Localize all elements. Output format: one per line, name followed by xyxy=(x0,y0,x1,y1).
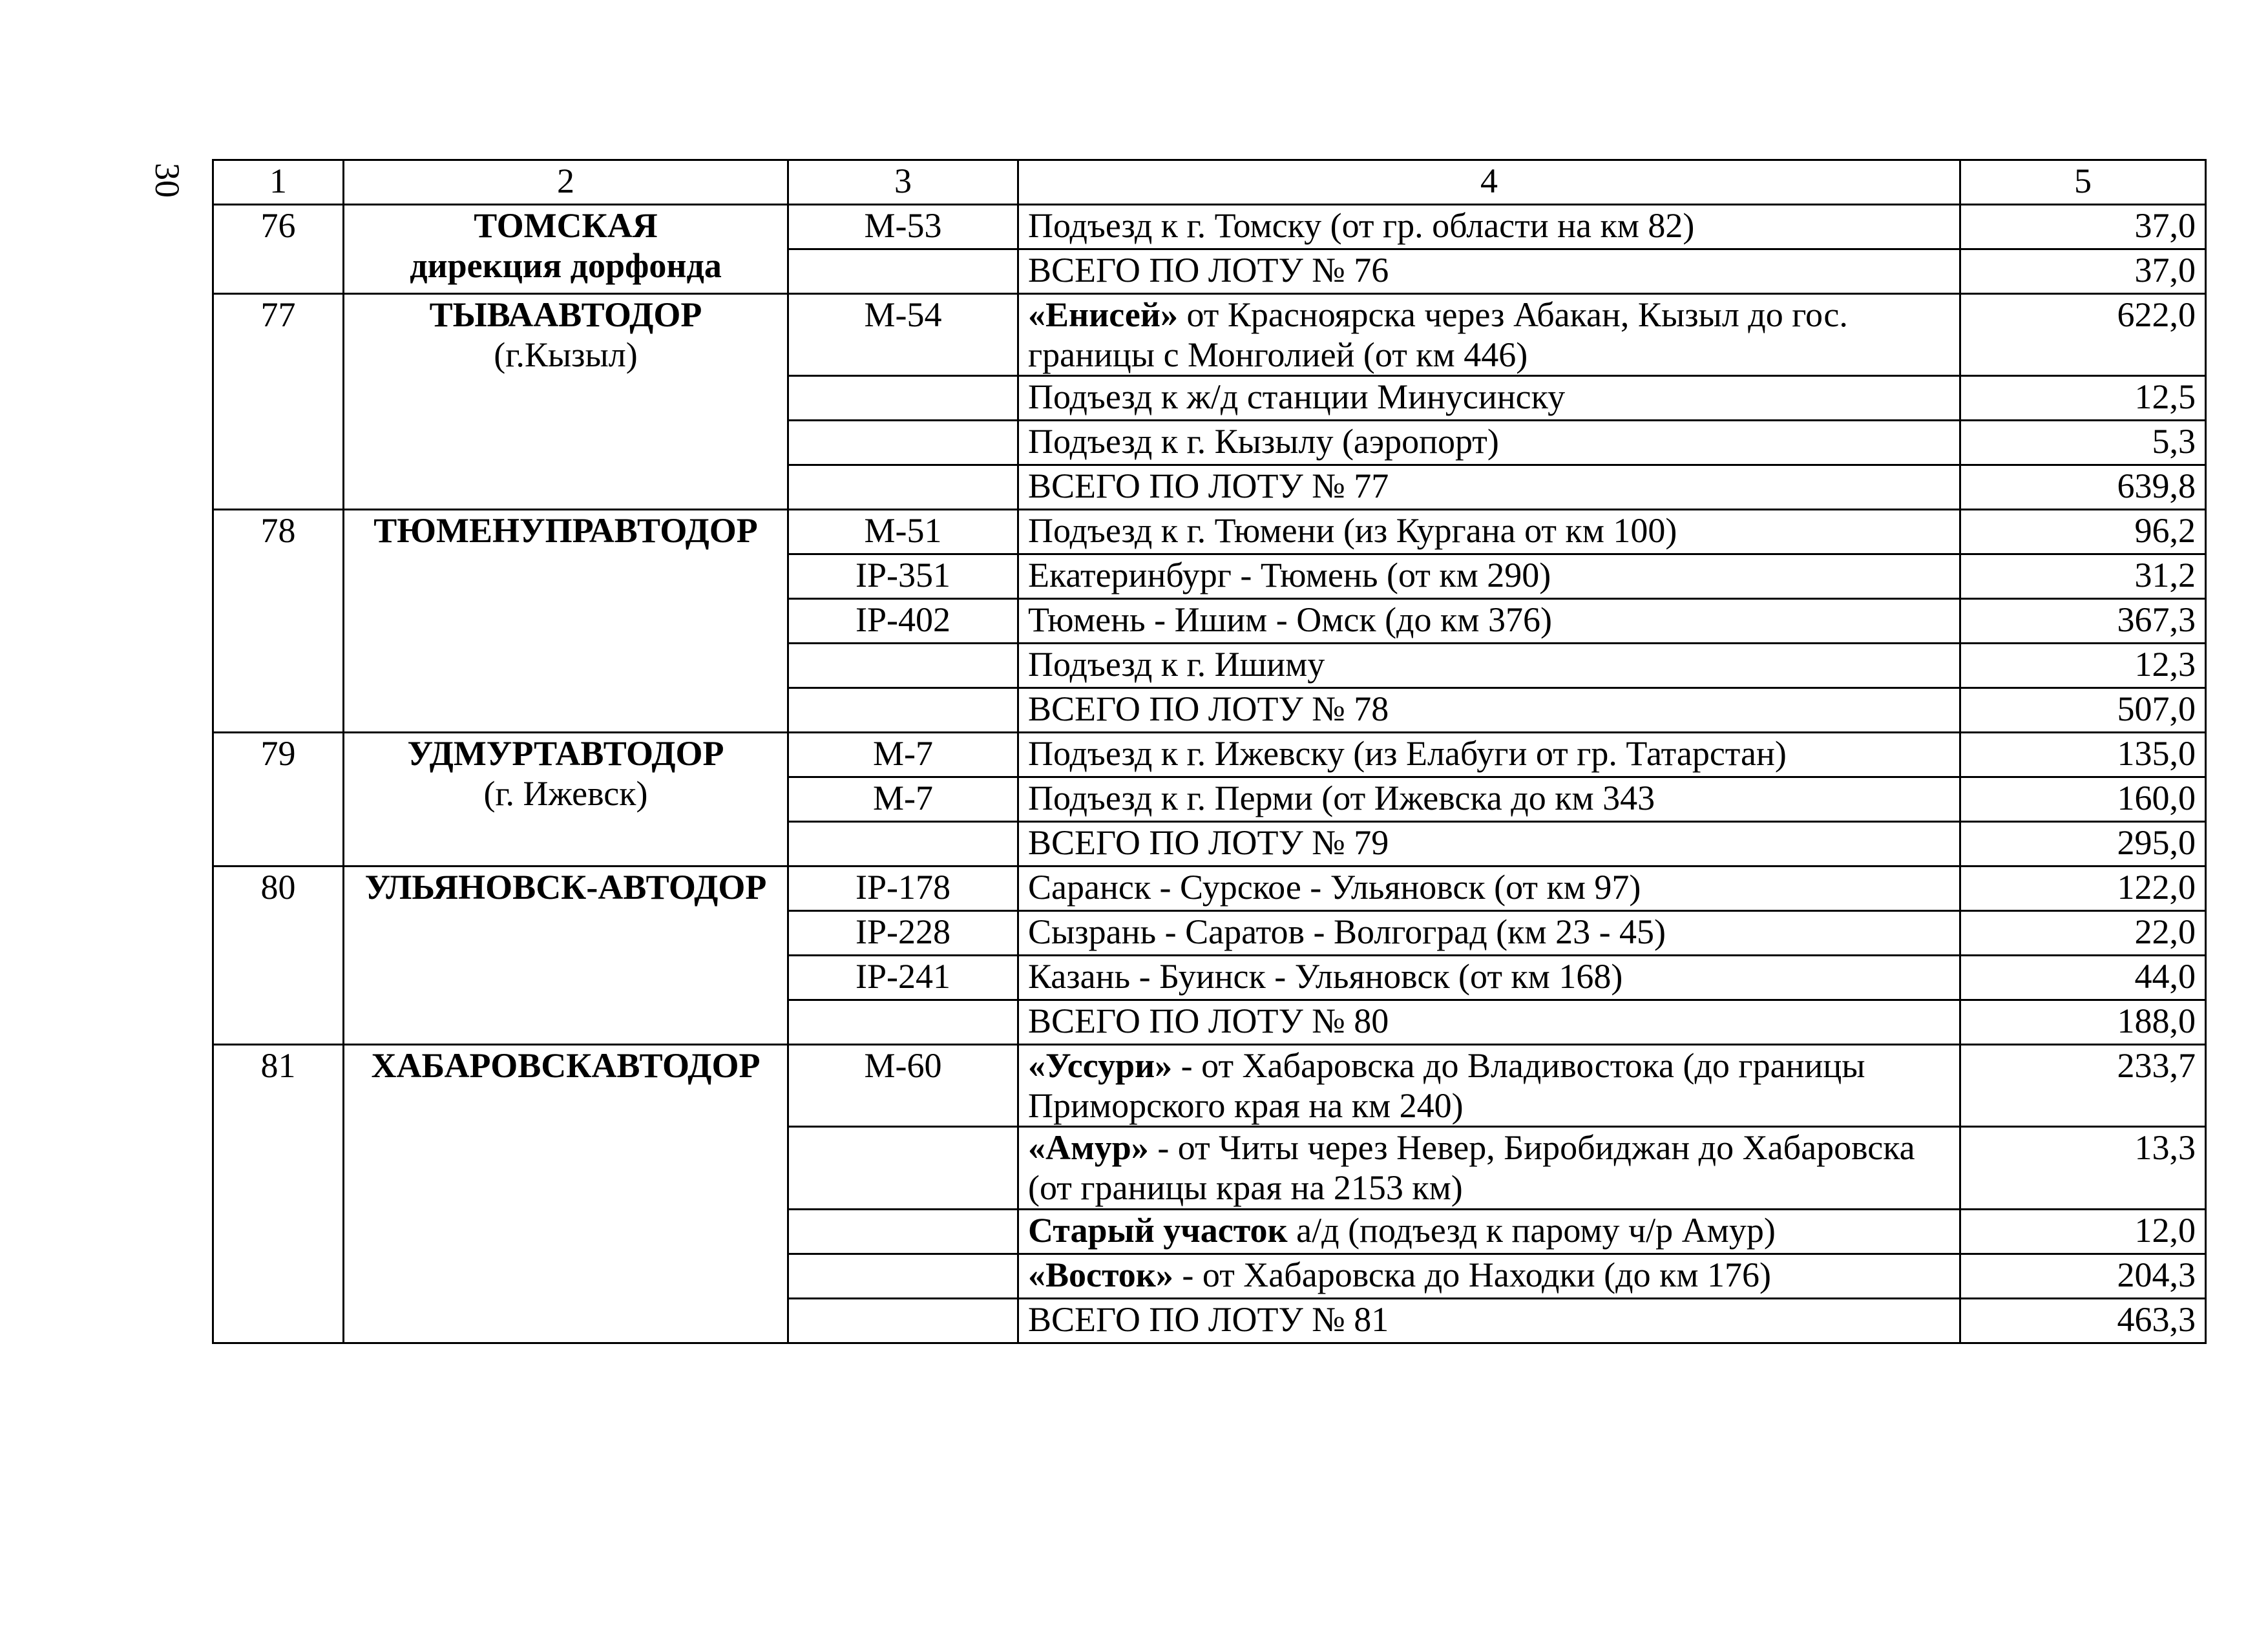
organization-name: ТОМСКАЯ xyxy=(474,206,658,245)
empty-code-cell xyxy=(788,465,1018,510)
road-length-value: 204,3 xyxy=(1960,1254,2206,1298)
road-code: М-54 xyxy=(788,294,1018,376)
organization-name: УДМУРТАВТОДОР xyxy=(407,734,724,773)
road-name-bold: «Восток» xyxy=(1028,1255,1173,1294)
road-length-value: 13,3 xyxy=(1960,1127,2206,1209)
road-code: М-53 xyxy=(788,205,1018,249)
road-name: Екатеринбург - Тюмень (от км 290) xyxy=(1028,556,1551,595)
lot-total-value: 37,0 xyxy=(1960,249,2206,294)
road-length-value: 12,5 xyxy=(1960,376,2206,421)
page-number: 30 xyxy=(148,163,187,198)
header-col-3: 3 xyxy=(788,160,1018,205)
road-name-bold: Старый участок xyxy=(1028,1210,1288,1250)
road-name: Саранск - Сурское - Ульяновск (от км 97) xyxy=(1028,868,1641,907)
road-description xyxy=(1018,599,1960,644)
lot-total-value: 507,0 xyxy=(1960,688,2206,733)
road-description xyxy=(1018,421,1960,465)
road-code xyxy=(788,421,1018,465)
organization-cell xyxy=(344,294,788,510)
road-name: Подъезд к г. Томску (от гр. области на км 82) xyxy=(1028,206,1695,245)
organization-name: ХАБАРОВСКАВТОДОР xyxy=(371,1046,761,1086)
road-length-value: 135,0 xyxy=(1960,733,2206,777)
road-length-value: 44,0 xyxy=(1960,956,2206,1000)
road-name: - от Хабаровска до Владивостока (до границы Приморского края на км 240) xyxy=(1028,1046,1865,1126)
road-name: Подъезд к г. Тюмени (из Кургана от км 100) xyxy=(1028,511,1677,551)
lot-number: 80 xyxy=(213,867,344,1045)
lot-number: 81 xyxy=(213,1045,344,1343)
road-code xyxy=(788,1127,1018,1209)
road-code xyxy=(788,1254,1018,1298)
road-description xyxy=(1018,644,1960,688)
organization-cell xyxy=(344,733,788,867)
header-row xyxy=(213,160,2206,205)
organization-location: (г.Кызыл) xyxy=(494,335,638,375)
empty-code-cell xyxy=(788,1000,1018,1045)
lot-number: 76 xyxy=(213,205,344,294)
lot-total-value: 188,0 xyxy=(1960,1000,2206,1045)
organization-location: дирекция дорфонда xyxy=(410,246,722,286)
lot-total-label: ВСЕГО ПО ЛОТУ № 79 xyxy=(1018,822,1960,867)
road-name: Сызрань - Саратов - Волгоград (км 23 - 45) xyxy=(1028,912,1666,952)
road-code: М-51 xyxy=(788,510,1018,554)
road-description xyxy=(1018,1127,1960,1209)
header-col-4: 4 xyxy=(1018,160,1960,205)
organization-location: (г. Ижевск) xyxy=(483,774,648,814)
table-row xyxy=(213,867,2206,911)
road-description xyxy=(1018,911,1960,956)
organization-cell xyxy=(344,1045,788,1343)
lot-total-label: ВСЕГО ПО ЛОТУ № 77 xyxy=(1018,465,1960,510)
road-length-value: 22,0 xyxy=(1960,911,2206,956)
empty-code-cell xyxy=(788,249,1018,294)
road-length-value: 160,0 xyxy=(1960,777,2206,822)
lot-total-label: ВСЕГО ПО ЛОТУ № 80 xyxy=(1018,1000,1960,1045)
table-row xyxy=(213,1045,2206,1127)
road-description xyxy=(1018,205,1960,249)
road-name: а/д (подъезд к парому ч/р Амур) xyxy=(1287,1210,1776,1250)
road-code: IP-402 xyxy=(788,599,1018,644)
road-description xyxy=(1018,777,1960,822)
lot-total-label: ВСЕГО ПО ЛОТУ № 81 xyxy=(1018,1298,1960,1343)
organization-name: ТЫВААВТОДОР xyxy=(429,295,702,334)
lot-total-value: 295,0 xyxy=(1960,822,2206,867)
road-code xyxy=(788,644,1018,688)
road-code xyxy=(788,376,1018,421)
road-length-value: 367,3 xyxy=(1960,599,2206,644)
table-row xyxy=(213,294,2206,376)
road-length-value: 622,0 xyxy=(1960,294,2206,376)
road-name-bold: «Амур» xyxy=(1028,1128,1149,1168)
lot-total-label: ВСЕГО ПО ЛОТУ № 76 xyxy=(1018,249,1960,294)
table-row xyxy=(213,733,2206,777)
road-description xyxy=(1018,1045,1960,1127)
road-code: IP-178 xyxy=(788,867,1018,911)
road-code: IP-351 xyxy=(788,554,1018,599)
road-name: Тюмень - Ишим - Омск (до км 376) xyxy=(1028,600,1552,640)
table-row xyxy=(213,205,2206,249)
organization-cell xyxy=(344,205,788,294)
road-length-value: 12,3 xyxy=(1960,644,2206,688)
road-name: от Красноярска через Абакан, Кызыл до гос. границы с Монголией (от км 446) xyxy=(1028,295,1848,375)
lot-number: 78 xyxy=(213,510,344,733)
road-description xyxy=(1018,956,1960,1000)
header-col-1: 1 xyxy=(213,160,344,205)
road-length-value: 5,3 xyxy=(1960,421,2206,465)
road-description xyxy=(1018,867,1960,911)
road-name-bold: «Уссури» xyxy=(1028,1046,1173,1086)
road-description xyxy=(1018,510,1960,554)
road-description xyxy=(1018,1254,1960,1298)
empty-code-cell xyxy=(788,1298,1018,1343)
road-name-bold: «Енисей» xyxy=(1028,295,1178,334)
road-code: М-7 xyxy=(788,733,1018,777)
road-name: Казань - Буинск - Ульяновск (от км 168) xyxy=(1028,957,1623,996)
lot-total-label: ВСЕГО ПО ЛОТУ № 78 xyxy=(1018,688,1960,733)
road-lots-table xyxy=(212,159,2207,1344)
road-code: IP-241 xyxy=(788,956,1018,1000)
empty-code-cell xyxy=(788,688,1018,733)
road-description xyxy=(1018,1209,1960,1254)
road-code xyxy=(788,1209,1018,1254)
organization-name: УЛЬЯНОВСК-АВТОДОР xyxy=(364,868,767,907)
road-length-value: 31,2 xyxy=(1960,554,2206,599)
road-description xyxy=(1018,733,1960,777)
road-name: Подъезд к г. Ижевску (из Елабуги от гр. Татарстан) xyxy=(1028,734,1787,773)
lot-number: 79 xyxy=(213,733,344,867)
road-code: IP-228 xyxy=(788,911,1018,956)
road-description xyxy=(1018,554,1960,599)
organization-cell xyxy=(344,510,788,733)
road-length-value: 122,0 xyxy=(1960,867,2206,911)
road-name: Подъезд к ж/д станции Минусинску xyxy=(1028,377,1566,417)
road-name: - от Хабаровска до Находки (до км 176) xyxy=(1173,1255,1772,1294)
header-col-2: 2 xyxy=(344,160,788,205)
table-row xyxy=(213,510,2206,554)
header-col-5: 5 xyxy=(1960,160,2206,205)
table-body xyxy=(213,205,2206,1343)
road-name: Подъезд к г. Ишиму xyxy=(1028,645,1325,684)
road-name: Подъезд к г. Кызылу (аэропорт) xyxy=(1028,422,1499,461)
lot-number: 77 xyxy=(213,294,344,510)
road-code: М-7 xyxy=(788,777,1018,822)
road-length-value: 37,0 xyxy=(1960,205,2206,249)
road-length-value: 12,0 xyxy=(1960,1209,2206,1254)
road-code: М-60 xyxy=(788,1045,1018,1127)
organization-cell xyxy=(344,867,788,1045)
road-name: - от Читы через Невер, Биробиджан до Хабаровска (от границы края на 2153 км) xyxy=(1028,1128,1915,1208)
lot-total-value: 463,3 xyxy=(1960,1298,2206,1343)
road-description xyxy=(1018,376,1960,421)
road-length-value: 96,2 xyxy=(1960,510,2206,554)
organization-name: ТЮМЕНУПРАВТОДОР xyxy=(373,511,758,551)
empty-code-cell xyxy=(788,822,1018,867)
lot-total-value: 639,8 xyxy=(1960,465,2206,510)
road-name: Подъезд к г. Перми (от Ижевска до км 343 xyxy=(1028,779,1655,818)
road-description xyxy=(1018,294,1960,376)
road-length-value: 233,7 xyxy=(1960,1045,2206,1127)
